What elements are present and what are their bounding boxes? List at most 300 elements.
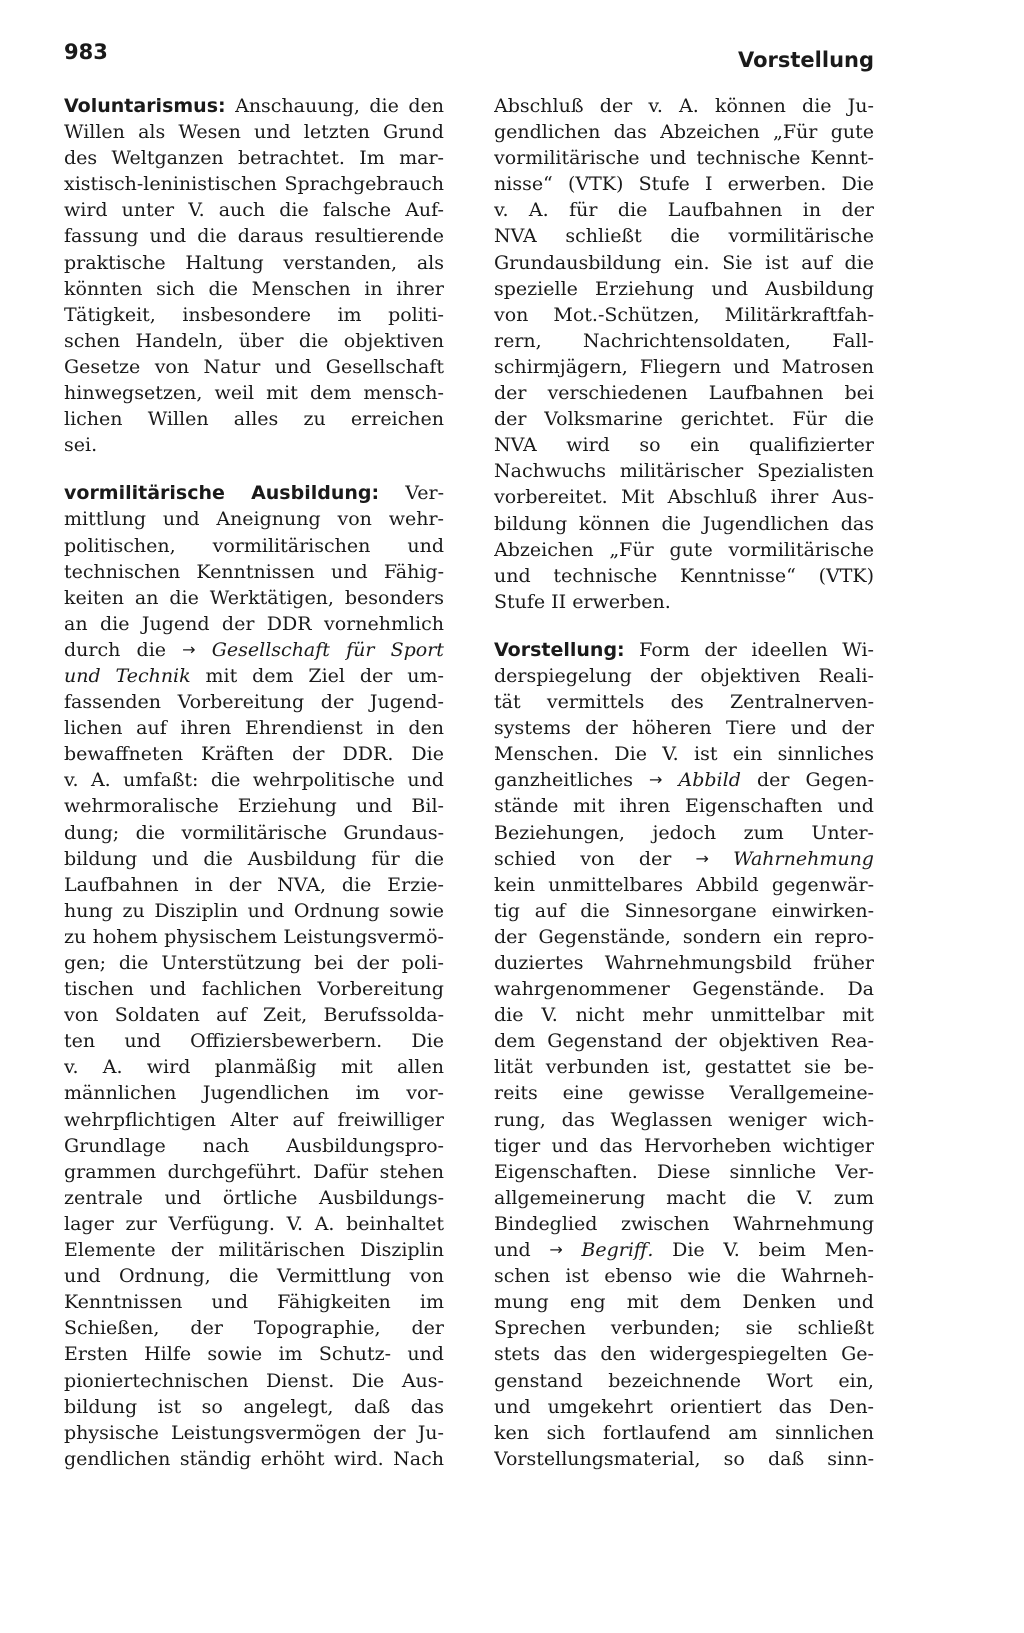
word: Grundausbildung bbox=[494, 251, 662, 274]
text-line bbox=[64, 302, 444, 328]
word: wichtiger bbox=[782, 1134, 874, 1157]
word: Mot.-Schützen, bbox=[553, 303, 700, 326]
dictionary-entry bbox=[64, 480, 444, 1472]
text-line bbox=[64, 1420, 444, 1446]
word: Sinnesorgane bbox=[624, 899, 757, 922]
word: des bbox=[64, 147, 98, 170]
word: als bbox=[138, 121, 166, 144]
word: und bbox=[649, 147, 687, 170]
word: ist bbox=[565, 1265, 589, 1288]
word: gendlichen bbox=[64, 1447, 171, 1470]
text-line bbox=[64, 250, 444, 276]
word: von bbox=[64, 1004, 99, 1027]
word: und bbox=[254, 121, 291, 144]
word: Topographie, bbox=[253, 1317, 381, 1340]
word: Diese bbox=[656, 1160, 711, 1183]
text-line bbox=[494, 1368, 874, 1394]
word: Wi- bbox=[842, 638, 874, 661]
word: gestattet bbox=[704, 1056, 791, 1079]
word: erwerben. bbox=[727, 173, 827, 196]
word: zu bbox=[122, 899, 145, 922]
word: Denken bbox=[742, 1291, 817, 1314]
text-line bbox=[64, 1133, 444, 1159]
word: der bbox=[170, 1239, 204, 1262]
word: in bbox=[364, 277, 383, 300]
word: und bbox=[355, 795, 393, 818]
word: an bbox=[64, 612, 88, 635]
text-line bbox=[64, 1341, 444, 1367]
word: bildung bbox=[64, 1395, 138, 1418]
word: von bbox=[580, 847, 615, 870]
word: erhöht bbox=[260, 1447, 325, 1470]
text-line bbox=[64, 328, 444, 354]
word: Laufbahnen bbox=[708, 382, 824, 405]
word: umfaßt: bbox=[123, 769, 199, 792]
word: mit bbox=[205, 664, 238, 687]
word: unter bbox=[121, 199, 175, 222]
word: der bbox=[756, 769, 790, 792]
word: sinnliches bbox=[777, 743, 874, 766]
text-line bbox=[494, 511, 874, 537]
word: im bbox=[419, 1291, 444, 1314]
word: militärischer bbox=[619, 460, 744, 483]
word: objektiven bbox=[700, 664, 801, 687]
word: können bbox=[714, 95, 786, 117]
word: Die bbox=[672, 1239, 705, 1262]
word: Nach bbox=[393, 1447, 444, 1470]
word: lität bbox=[494, 1056, 533, 1079]
running-head: Vorstellung bbox=[738, 48, 874, 72]
word: die bbox=[802, 95, 832, 117]
text-line bbox=[494, 846, 874, 872]
word: Eigenschaften bbox=[684, 795, 823, 818]
word: im bbox=[278, 1343, 303, 1366]
word: lager bbox=[64, 1212, 114, 1235]
word: daß bbox=[767, 1447, 805, 1470]
word: Dienst. bbox=[266, 1369, 335, 1392]
word: V. bbox=[662, 743, 679, 766]
word: auf bbox=[292, 1108, 324, 1131]
headword: Vorstellung: bbox=[494, 638, 625, 661]
word: Alter bbox=[230, 1108, 279, 1131]
word: die bbox=[136, 638, 167, 661]
word: Ju- bbox=[417, 1421, 444, 1444]
word: hohem bbox=[92, 925, 158, 948]
text-line bbox=[64, 432, 444, 458]
word: mit bbox=[340, 1056, 373, 1079]
word: als bbox=[416, 251, 444, 274]
word: bildung bbox=[64, 847, 138, 870]
word: Beziehungen, bbox=[494, 821, 625, 844]
word: durch bbox=[64, 638, 121, 661]
word: könnten bbox=[64, 277, 143, 300]
word: (VTK) bbox=[818, 564, 874, 587]
word: Vermittlung bbox=[276, 1265, 392, 1288]
word: erwerben. bbox=[572, 590, 671, 613]
word: bei bbox=[844, 382, 874, 405]
page-number: 983 bbox=[64, 40, 108, 64]
word: nach bbox=[202, 1134, 250, 1157]
text-line bbox=[64, 1263, 444, 1289]
word: v. bbox=[64, 769, 79, 792]
word: gendlichen bbox=[494, 121, 601, 144]
word: sowie bbox=[207, 1343, 263, 1366]
word: xistisch-leninistischen bbox=[64, 173, 277, 196]
word: Die bbox=[411, 1030, 444, 1053]
word: Erziehung bbox=[237, 795, 337, 818]
word: Menschen bbox=[251, 277, 351, 300]
word: Unter- bbox=[811, 821, 874, 844]
word: rung, bbox=[494, 1108, 546, 1131]
text-line bbox=[494, 432, 874, 458]
cross-reference-term: Abbild bbox=[678, 769, 741, 792]
word: im bbox=[355, 1082, 380, 1105]
text-line bbox=[494, 223, 874, 249]
dictionary-entry bbox=[64, 93, 444, 458]
word: zu bbox=[303, 408, 326, 431]
word: die bbox=[844, 408, 874, 431]
text-line bbox=[64, 354, 444, 380]
word: DDR. bbox=[342, 743, 394, 766]
word: im bbox=[337, 303, 362, 326]
word: Ver- bbox=[405, 482, 444, 505]
word: objektiven bbox=[718, 1030, 819, 1053]
word: Nachwuchs bbox=[494, 460, 606, 483]
word: die bbox=[229, 1265, 259, 1288]
word: von bbox=[409, 1265, 444, 1288]
word: Eigenschaften. bbox=[494, 1160, 638, 1183]
word: unmittelbares bbox=[548, 873, 684, 896]
word: V. bbox=[541, 1004, 558, 1027]
text-line bbox=[64, 846, 444, 872]
word: resultierende bbox=[314, 225, 444, 248]
word: ist bbox=[694, 743, 718, 766]
text-line bbox=[64, 406, 444, 432]
word: DDR bbox=[266, 612, 312, 635]
word: Kenntnisse“ bbox=[680, 564, 796, 587]
word: Ausbildung bbox=[765, 277, 874, 300]
word: wird bbox=[64, 199, 108, 222]
word: Fähig- bbox=[383, 560, 444, 583]
word: Auf- bbox=[405, 199, 444, 222]
word: gen; bbox=[64, 952, 107, 974]
word: daraus bbox=[237, 225, 304, 248]
word: mar- bbox=[399, 147, 444, 170]
word: Bindeglied bbox=[494, 1212, 598, 1235]
dictionary-entry bbox=[494, 93, 874, 615]
word: Ver- bbox=[835, 1160, 874, 1183]
word: Grundlage bbox=[64, 1134, 166, 1157]
word: Stufe bbox=[638, 173, 690, 196]
text-line bbox=[494, 458, 874, 484]
word: Willen bbox=[147, 408, 209, 431]
text-line bbox=[494, 637, 874, 663]
text-line bbox=[494, 93, 874, 119]
word: spezielle bbox=[494, 277, 578, 300]
word: weil bbox=[214, 382, 255, 405]
word: mit bbox=[573, 795, 605, 818]
word: den bbox=[600, 1343, 636, 1366]
word: Abschluß bbox=[494, 95, 584, 117]
word: Laufbahnen bbox=[64, 873, 179, 896]
word: unmittelbar bbox=[710, 1004, 825, 1027]
word: in bbox=[376, 717, 395, 740]
word: des bbox=[670, 691, 704, 714]
word: gute bbox=[669, 538, 713, 561]
word: Im bbox=[359, 147, 385, 170]
word: Wahrnehmung bbox=[733, 1212, 874, 1235]
word: von bbox=[154, 355, 190, 378]
word: sich bbox=[546, 1421, 586, 1444]
word: pioniertechnischen bbox=[64, 1369, 249, 1392]
cross-reference-term: Sport bbox=[390, 638, 444, 661]
text-line bbox=[64, 663, 444, 689]
word: der bbox=[674, 1030, 707, 1053]
word: und bbox=[551, 1134, 589, 1157]
word: auf bbox=[801, 251, 832, 274]
word: A. bbox=[314, 1212, 335, 1235]
text-line bbox=[494, 976, 874, 1002]
word: Bil- bbox=[411, 795, 444, 818]
word: der bbox=[599, 95, 633, 117]
word: und bbox=[151, 847, 189, 870]
word: Handeln, bbox=[135, 329, 224, 352]
word: „Für bbox=[773, 121, 818, 144]
word: schen bbox=[494, 1265, 551, 1288]
word: (VTK) bbox=[567, 173, 624, 196]
text-line bbox=[64, 1315, 444, 1341]
word: beim bbox=[758, 1239, 806, 1262]
word: sie bbox=[745, 1317, 773, 1340]
word: Abzeichen bbox=[494, 538, 594, 561]
word: zur bbox=[125, 1212, 157, 1235]
word: in bbox=[802, 199, 822, 222]
word: und bbox=[837, 795, 874, 818]
text-line bbox=[494, 689, 874, 715]
word: dung; bbox=[64, 821, 120, 844]
word: qualifizierter bbox=[749, 434, 874, 457]
word: be- bbox=[844, 1056, 874, 1079]
word: das bbox=[599, 1134, 633, 1157]
text-line bbox=[494, 276, 874, 302]
word: sie bbox=[804, 1056, 832, 1079]
text-line bbox=[64, 1028, 444, 1054]
word: dem bbox=[679, 1291, 722, 1314]
text-line bbox=[64, 872, 444, 898]
word: die bbox=[210, 769, 241, 792]
word: derspiegelung bbox=[494, 664, 632, 687]
text-line bbox=[494, 328, 874, 354]
word: männlichen bbox=[64, 1082, 177, 1105]
word: politi- bbox=[388, 303, 444, 326]
word: der bbox=[228, 873, 262, 896]
text-line bbox=[64, 559, 444, 585]
word: Gegenstand bbox=[547, 1030, 663, 1053]
word: Abzeichen bbox=[660, 121, 760, 144]
word: und bbox=[149, 978, 187, 1001]
word: ein, bbox=[838, 1369, 874, 1392]
text-line bbox=[64, 1002, 444, 1028]
word: Ersten bbox=[64, 1343, 128, 1366]
word: betrachtet. bbox=[238, 147, 345, 170]
word: tiger bbox=[494, 1134, 541, 1157]
word: gerichtet. bbox=[680, 408, 775, 431]
word: grammen bbox=[64, 1160, 157, 1183]
word: eng bbox=[569, 1291, 606, 1314]
word: insbesondere bbox=[182, 303, 311, 326]
word: eine bbox=[562, 1082, 604, 1105]
word: schen bbox=[64, 329, 121, 352]
word: orientiert bbox=[669, 1395, 762, 1418]
text-line bbox=[64, 1368, 444, 1394]
word: und bbox=[407, 769, 444, 792]
word: über bbox=[238, 329, 284, 352]
word: Jugendlichen bbox=[202, 1082, 330, 1105]
word: der bbox=[221, 612, 255, 635]
word: sich bbox=[156, 277, 195, 300]
word: vormilitärischen bbox=[212, 534, 371, 557]
word: auf bbox=[136, 717, 167, 740]
word: die bbox=[414, 847, 444, 870]
word: sinn- bbox=[827, 1447, 874, 1470]
word: schirmjägern, bbox=[494, 355, 628, 378]
text-line bbox=[64, 611, 444, 637]
word: ist bbox=[765, 251, 789, 274]
text-line bbox=[64, 1446, 444, 1472]
cross-reference-arrow: → bbox=[695, 848, 709, 868]
text-line bbox=[494, 1133, 874, 1159]
word: die bbox=[279, 199, 309, 222]
word: den bbox=[408, 717, 444, 740]
word: in bbox=[194, 873, 213, 896]
word: jedoch bbox=[652, 821, 717, 844]
text-line bbox=[64, 689, 444, 715]
word: fassung bbox=[64, 225, 139, 248]
cross-reference-arrow: → bbox=[182, 639, 196, 659]
text-line bbox=[64, 480, 444, 506]
word: die bbox=[369, 95, 399, 117]
word: Stufe bbox=[494, 590, 546, 613]
word: Weglassen bbox=[610, 1108, 713, 1131]
word: objektiven bbox=[343, 329, 444, 352]
text-line bbox=[64, 1107, 444, 1133]
word: Aneignung bbox=[216, 508, 321, 531]
word: Form bbox=[639, 638, 690, 661]
word: Hilfe bbox=[144, 1343, 192, 1366]
text-line bbox=[494, 898, 874, 924]
word: die bbox=[298, 329, 329, 352]
word: Werktätigen, bbox=[209, 586, 334, 609]
word: Leistungsvermö- bbox=[283, 925, 444, 948]
word: die bbox=[494, 1004, 524, 1027]
word: mit bbox=[266, 382, 298, 405]
text-line bbox=[494, 872, 874, 898]
word: V. bbox=[796, 1186, 814, 1209]
dictionary-entry bbox=[494, 637, 874, 1472]
word: stets bbox=[494, 1343, 541, 1366]
word: V. bbox=[723, 1239, 740, 1262]
word: zum bbox=[833, 1186, 874, 1209]
text-line bbox=[494, 250, 874, 276]
word: Disziplin bbox=[360, 1239, 444, 1262]
word: Abbild bbox=[696, 873, 759, 896]
word: der bbox=[638, 847, 672, 870]
text-line bbox=[494, 1263, 874, 1289]
word: wird. bbox=[334, 1447, 384, 1470]
word: Mit bbox=[621, 486, 655, 509]
word: Ju- bbox=[847, 95, 874, 117]
word: ihren bbox=[180, 717, 232, 740]
word: zu bbox=[64, 925, 87, 948]
word: tig bbox=[494, 899, 520, 922]
word: Jugend- bbox=[369, 691, 444, 714]
word: und bbox=[211, 1291, 249, 1314]
word: NVA bbox=[494, 225, 537, 248]
word: ist bbox=[157, 1395, 182, 1418]
text-line bbox=[64, 1237, 444, 1263]
word: nicht bbox=[575, 1004, 625, 1027]
word: Soldaten bbox=[114, 1004, 200, 1027]
word: die bbox=[208, 277, 238, 300]
word: vor- bbox=[406, 1082, 444, 1105]
word: höheren bbox=[631, 717, 712, 740]
word: Aus- bbox=[831, 486, 874, 509]
word: tischen bbox=[64, 978, 134, 1001]
text-line bbox=[64, 924, 444, 950]
word: wird bbox=[566, 434, 610, 457]
word: und bbox=[711, 277, 748, 300]
word: V. bbox=[286, 1212, 304, 1235]
word: früher bbox=[813, 952, 874, 974]
word: die bbox=[118, 952, 149, 974]
text-line bbox=[494, 767, 874, 793]
cross-reference-term: Technik bbox=[115, 664, 191, 687]
left-column bbox=[64, 93, 444, 1494]
word: die bbox=[617, 199, 648, 222]
word: und bbox=[790, 717, 828, 740]
text-line bbox=[64, 1054, 444, 1080]
word: vorbereitet. bbox=[494, 486, 608, 509]
word: verstanden, bbox=[283, 251, 398, 274]
word: Men- bbox=[824, 1239, 874, 1262]
word: Tätigkeit, bbox=[64, 303, 156, 326]
word: physischem bbox=[164, 925, 277, 948]
word: der bbox=[359, 664, 393, 687]
word: sowie bbox=[389, 899, 444, 922]
word: ganzheitliches bbox=[494, 769, 633, 792]
word: ebenso bbox=[604, 1265, 673, 1288]
word: der bbox=[494, 408, 527, 431]
word: Schutz- bbox=[318, 1343, 392, 1366]
text-line bbox=[494, 1315, 874, 1341]
word: gute bbox=[830, 121, 874, 144]
word: II bbox=[551, 590, 567, 613]
word: ist, bbox=[662, 1056, 692, 1079]
word: Da bbox=[847, 978, 874, 1001]
word: Offiziersbewerbern. bbox=[190, 1030, 383, 1053]
word: von bbox=[337, 508, 372, 531]
word: Ausbildungs- bbox=[319, 1186, 444, 1209]
word: ideellen bbox=[751, 638, 828, 661]
word: Die bbox=[351, 1369, 385, 1392]
word: freiwilliger bbox=[337, 1108, 444, 1131]
cross-reference-term: für bbox=[346, 638, 375, 661]
text-line bbox=[64, 223, 444, 249]
word: die bbox=[203, 847, 233, 870]
word: und bbox=[733, 355, 770, 378]
text-line bbox=[64, 145, 444, 171]
word: vormilitärische bbox=[181, 821, 327, 844]
